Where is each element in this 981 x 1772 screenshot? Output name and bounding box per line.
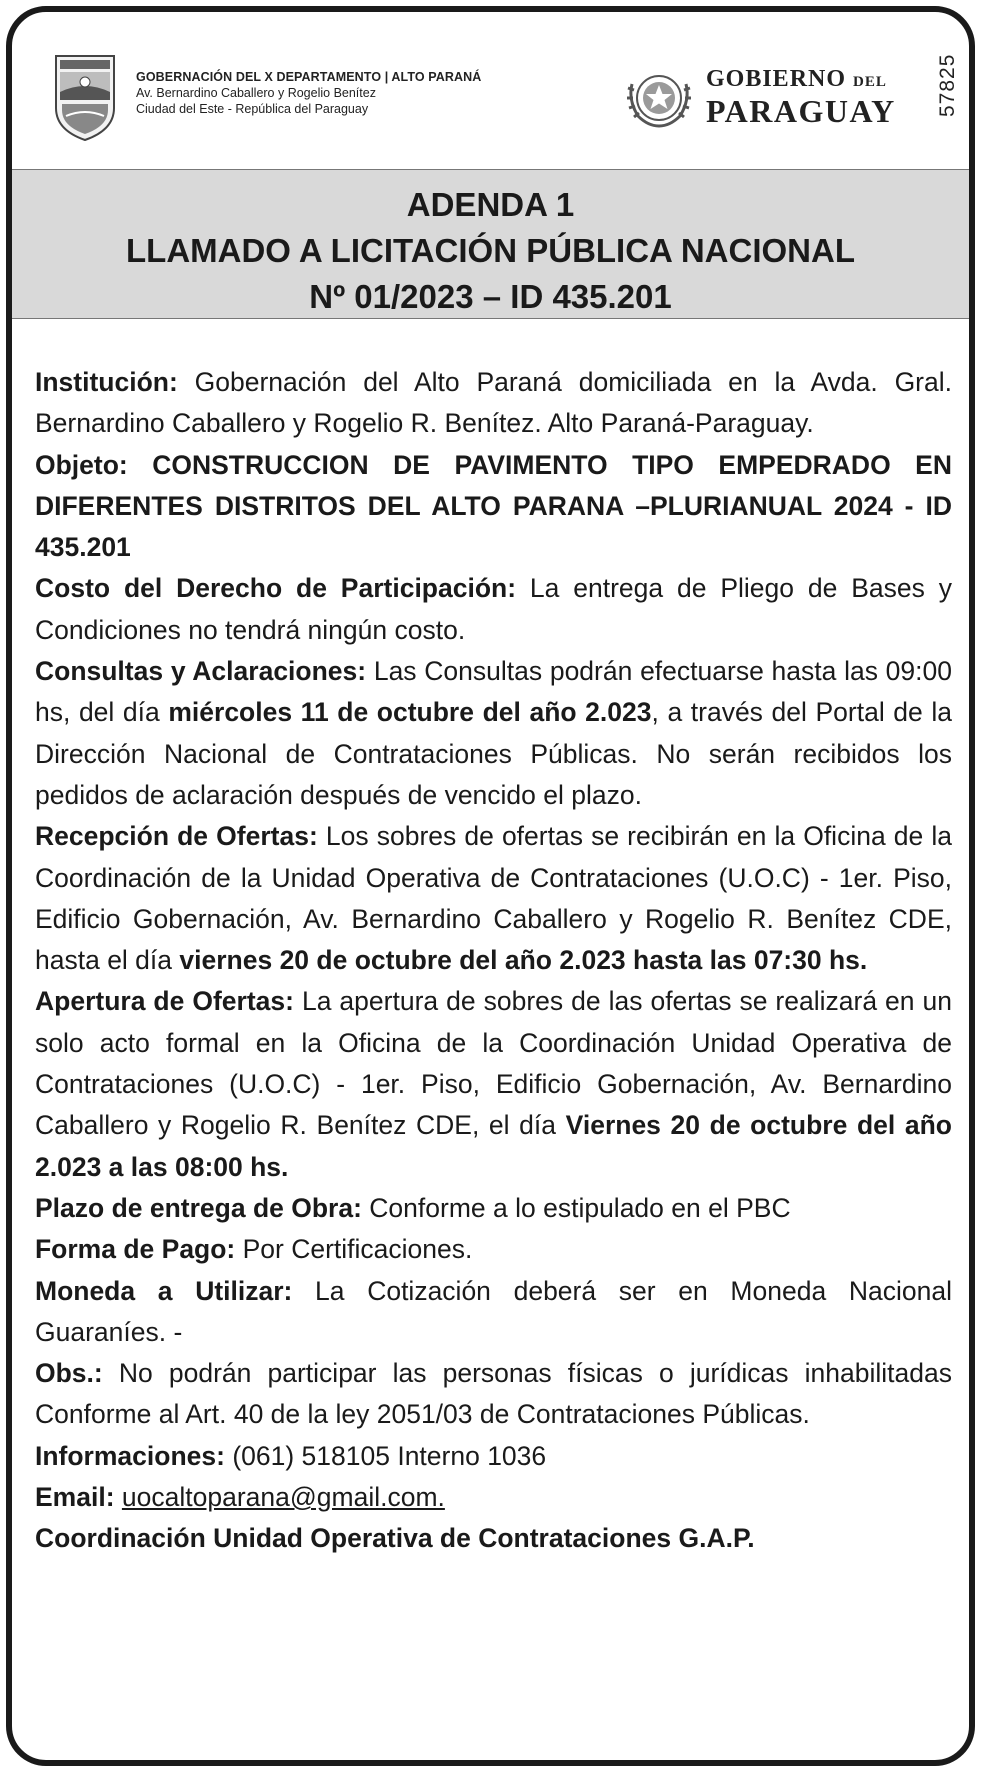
title-line-2: LLAMADO A LICITACIÓN PÚBLICA NACIONAL (126, 232, 855, 269)
title-line-3: Nº 01/2023 – ID 435.201 (309, 278, 672, 315)
recepcion-text: Los sobres de ofertas se recibirán en la Oficina de la Coordinación de la Unidad Operativa de Contrataciones (U.O.C) - 1er. Piso, Edificio Gobernación, Av. Bernardino Caballero y Rogelio R. Benítez CDE, hasta el día (35, 821, 953, 976)
forma-pago-label: Forma de Pago: (35, 1234, 236, 1265)
gobierno-logo-text (706, 66, 896, 127)
recepcion-label: Recepción de Ofertas: (35, 821, 318, 852)
institucion-text: Gobernación del Alto Paraná domiciliada en la Avda. Gral. Bernardino Caballero y Rogelio R. Benítez. Alto Paraná-Paraguay. (35, 367, 952, 439)
informaciones-label: Informaciones: (35, 1440, 225, 1471)
costo-label: Costo del Derecho de Participación: (35, 573, 517, 604)
costo-text: La entrega de Pliego de Bases y Condiciones no tendrá ningún costo. (35, 573, 952, 645)
obs-paragraph (35, 1353, 952, 1436)
consultas-label: Consultas y Aclaraciones: (35, 656, 367, 687)
footer-signature: Coordinación Unidad Operativa de Contrataciones G.A.P. (35, 1523, 755, 1554)
recepcion-date: viernes 20 de octubre del año 2.023 hasta las 07:30 hs. (179, 945, 868, 976)
moneda-label: Moneda a Utilizar: (35, 1275, 293, 1306)
gobernacion-street: Av. Bernardino Caballero y Rogelio Benítez (136, 86, 376, 100)
plazo-label: Plazo de entrega de Obra: (35, 1192, 362, 1223)
plazo-text: Conforme a lo estipulado en el PBC (361, 1192, 791, 1223)
notice-frame (6, 6, 975, 1766)
objeto-paragraph (35, 445, 952, 569)
obs-label: Obs.: (35, 1358, 103, 1389)
gobernacion-name: GOBERNACIÓN DEL X DEPARTAMENTO | ALTO PARANÁ (136, 70, 482, 84)
gobierno-word: GOBIERNO (706, 66, 847, 92)
header (12, 12, 969, 169)
apertura-date: Viernes 20 de octubre del año 2.023 a las 08:00 hs. (35, 1110, 952, 1182)
gobernacion-address (136, 69, 481, 117)
moneda-paragraph (35, 1271, 952, 1354)
notice-body (35, 362, 952, 1560)
recepcion-paragraph (35, 816, 952, 981)
apertura-paragraph (35, 981, 952, 1187)
plazo-paragraph (35, 1188, 952, 1229)
consultas-paragraph (35, 651, 952, 816)
consultas-text-2: , a través del Portal de la Dirección Nacional de Contrataciones Públicas. No serán recibidos los pedidos de aclaración después de vencido el plazo. (35, 697, 953, 810)
email-label: Email: (35, 1482, 115, 1513)
paraguay-seal-icon (624, 64, 694, 132)
moneda-text: La Cotización deberá ser en Moneda Nacional Guaraníes. - (35, 1275, 952, 1347)
informaciones-text: (061) 518105 Interno 1036 (224, 1440, 547, 1471)
objeto-label: Objeto: CONSTRUCCION DE PAVIMENTO TIPO EMPEDRADO EN DIFERENTES DISTRITOS DEL ALTO PARANA –PLURIANUAL 2024 - ID 435.201 (35, 449, 952, 563)
costo-paragraph (35, 568, 952, 651)
paraguay-word: PARAGUAY (706, 93, 896, 129)
ad-code: 57825 (936, 53, 959, 117)
institucion-label: Institución: (35, 367, 178, 397)
email-paragraph (35, 1477, 952, 1518)
forma-pago-text: Por Certificaciones. (235, 1234, 473, 1265)
institucion-paragraph (35, 362, 952, 445)
gobernacion-city: Ciudad del Este - República del Paraguay (136, 102, 369, 116)
informaciones-paragraph (35, 1436, 952, 1477)
title-band (12, 169, 969, 319)
gobernacion-crest-icon (52, 50, 118, 144)
title-line-1: ADENDA 1 (406, 186, 575, 223)
email-link[interactable]: uocaltoparana@gmail.com. (121, 1482, 445, 1513)
consultas-text-1: Las Consultas podrán efectuarse hasta las 09:00 hs, del día (35, 656, 952, 728)
apertura-label: Apertura de Ofertas: (35, 986, 294, 1017)
apertura-text: La apertura de sobres de las ofertas se realizará en un solo acto formal en la Oficina de la Coordinación Unidad Operativa de Contrataciones (U.O.C) - 1er. Piso, Edificio Gobernación, Av. Bernardino Caballero y Rogelio R. Benítez CDE, el día (35, 986, 952, 1141)
consultas-date: miércoles 11 de octubre del año 2.023 (168, 697, 652, 728)
del-word: DEL (853, 74, 887, 90)
footer-paragraph (35, 1518, 952, 1559)
forma-pago-paragraph (35, 1229, 952, 1270)
obs-text: No podrán participar las personas físicas o jurídicas inhabilitadas Conforme al Art. 40 de la ley 2051/03 de Contrataciones Públicas. (35, 1358, 952, 1430)
